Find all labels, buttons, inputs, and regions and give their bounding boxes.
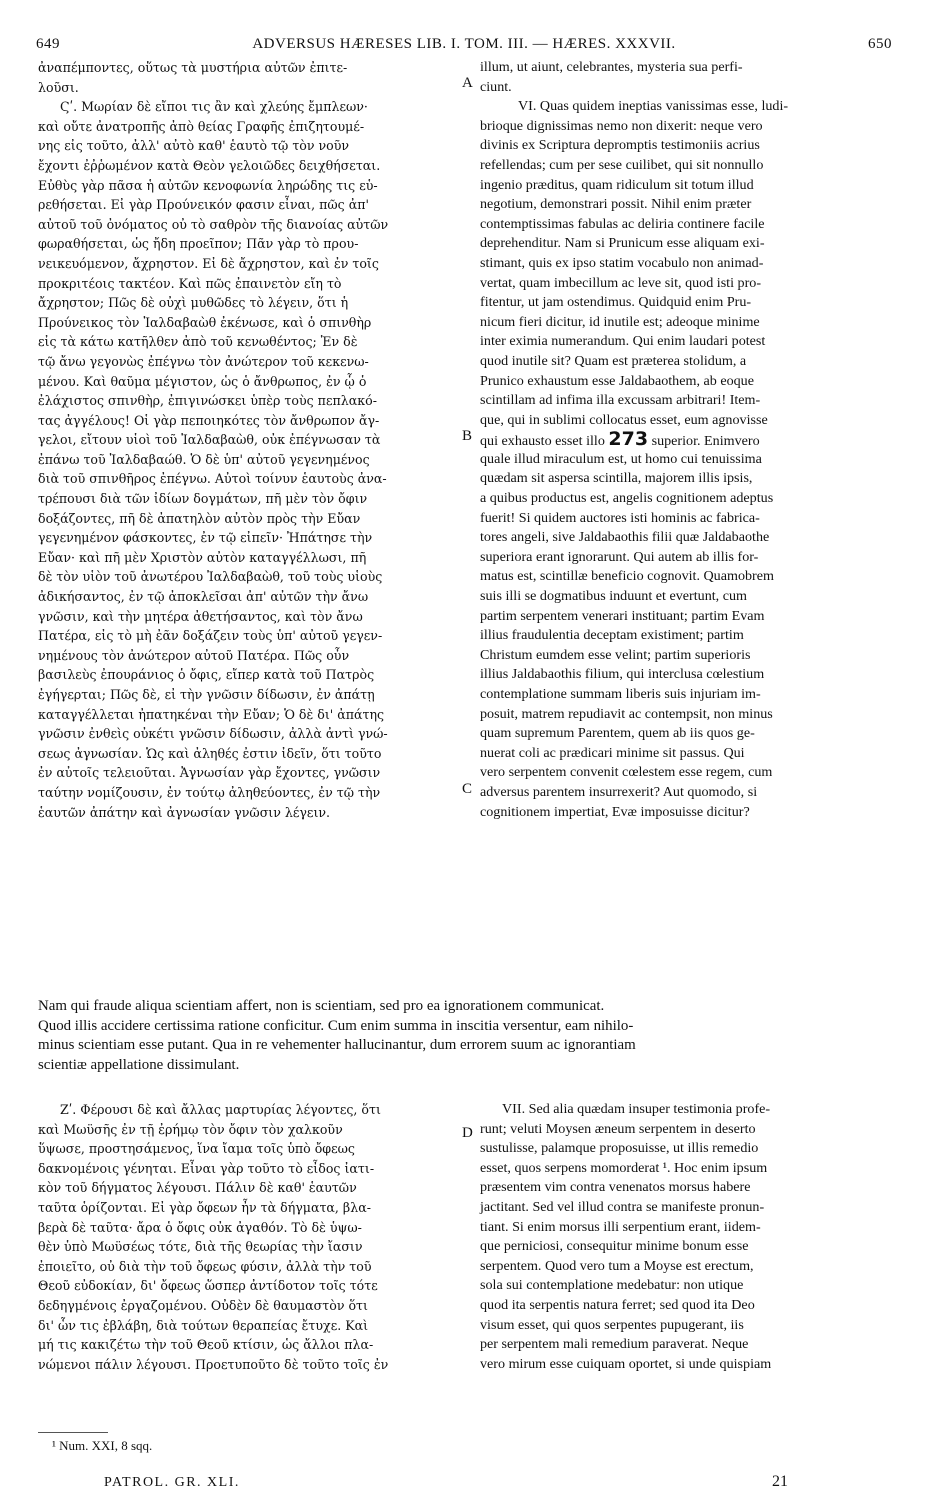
text-line: nuerat coli ac prædicari minime sit passus. Qui — [480, 744, 745, 761]
text-line: VII. Sed alia quædam insuper testimonia profe- — [502, 1101, 771, 1117]
section-marker-d: D — [462, 1125, 473, 1141]
text-line: illius Jaldabaothis filium, qui interclusa cœlestium — [480, 666, 765, 683]
footnote-rule — [38, 1432, 108, 1433]
text-line: Εὐθὺς γὰρ πᾶσα ἡ αὐτῶν κενοφωνία ληρώδης τις εὑ- — [38, 177, 378, 193]
footer-sheet-number: 21 — [772, 1473, 788, 1490]
text-line: γνῶσιν, καὶ τὴν μητέρα ἀθετήσαντος, καὶ τὸν ἄνω — [38, 608, 363, 624]
text-line: ταύτην νομίζουσιν, ἐν τούτῳ ἀληθεύοντες, ἐν τῷ τὴν — [38, 784, 381, 800]
text-line: ἐν αὐτοῖς τελειοῦται. Ἀγνωσίαν γὰρ ἔχοντες, γνῶσιν — [38, 765, 381, 781]
latin-full-width-paragraph — [38, 997, 892, 1075]
text-line: tores angeli, sive Jaldabaothis filii quæ Jaldabaothe — [480, 529, 770, 546]
text-line: ἐλάχιστος σπινθὴρ, ἐπιγινώσκει ὑπὲρ τοὺς πεπλακό- — [38, 393, 377, 409]
text-line: per serpentem mali remedium paraverat. Neque — [480, 1336, 749, 1353]
text-line: brioque dignissimas nemo non dixerit: neque vero — [480, 117, 763, 134]
text-line: jactitant. Sed vel illud contra se manifeste pronun- — [480, 1198, 765, 1215]
text-line: serpentem. Quod vero tum a Moyse est erectum, — [480, 1257, 754, 1274]
text-line: Εὔαν· καὶ πῆ μὲν Χριστὸν αὐτὸν καταγγέλλωσι, πῆ — [38, 549, 367, 565]
text-line: quædam sit aspersa scintilla, majorem illis ipsis, — [480, 470, 753, 487]
text-line: a quibus productus est, angelis cognitionem adeptus — [480, 490, 774, 507]
page-number-right: 650 — [868, 36, 892, 52]
text-line: Nam qui fraude aliqua scientiam affert, non is scientiam, sed pro ea ignorationem communicat. — [38, 998, 605, 1014]
text-line: Prunico exhaustum esse Jaldabaothem, ab eoque — [480, 372, 754, 389]
text-line: posuit, matrem repudiavit ac contempsit, non minus — [480, 705, 773, 722]
section-marker-c: C — [462, 781, 473, 797]
text-line: scintillam ad infima illa excussam arbitrari! Item- — [480, 392, 761, 409]
text-line: ταῦτα ὁρίζονται. Εἰ γὰρ ὄφεων ἦν τὰ δήγματα, βλα- — [38, 1199, 371, 1215]
text-line: vertat, quam imbecillum ac leve sit, quod isti pro- — [480, 274, 762, 291]
text-line: δι' ὧν τις ἐβλάβη, διὰ τούτων θεραπείας ἔτυχε. Καὶ — [38, 1317, 369, 1333]
text-line: superiora erant ignorarunt. Qui autem ab illis for- — [480, 548, 759, 565]
text-line: Quod illis accidere certissima ratione conficitur. Cum enim summa in inscitia versentur, eam nihilo- — [38, 1017, 634, 1034]
text-line: contemptissimas fabulas ac deliria continere facile — [480, 215, 765, 232]
text-line: προκριτέοις τακτέον. Καὶ πῶς ἐπαινετὸν εἴη τὸ — [38, 275, 342, 291]
text-line: δεδηγμένοις ἐργαζομένου. Οὐδὲν δὲ θαυμαστὸν ὅτι — [38, 1297, 368, 1313]
text-line: divinis ex Scriptura depromptis testimoniis acrius — [480, 137, 760, 154]
text-line: βερὰ δὲ ταῦτα· ἄρα ὁ ὄφις οὐκ ἀγαθόν. Τὸ δὲ ὑψω- — [38, 1219, 362, 1235]
text-line: sustulisse, palamque proposuisse, ut illis remedio — [480, 1140, 759, 1157]
text-line: δοξάζοντες, πῆ δὲ ἀπατηλὸν αὐτὸν πρὸς τὴν Εὔαν — [38, 510, 361, 526]
text-line: λοῦσι. — [38, 79, 79, 95]
text-line: matus est, scintillæ beneficio cognovit. Quamobrem — [480, 568, 774, 585]
text-line: σεως ἀγνωσίαν. Ὡς καὶ ἀληθές ἐστιν ἰδεῖν, ὅτι τοῦτο — [38, 745, 382, 761]
text-line: Προύνεικος τὸν Ἰαλδαβαὼθ ἐκένωσε, καὶ ὁ σπινθὴρ — [38, 314, 372, 330]
text-line: quam supremum Parentem, quem ab iis quos ge- — [480, 725, 755, 742]
text-line: φωραθήσεται, ὡς ἤδη προεῖπον; Πᾶν γὰρ τὸ πρου- — [38, 236, 359, 252]
text-line: quale illud miraculum est, ut homo cui tenuissima — [480, 450, 762, 467]
text-line: ἑαυτῶν ἀπάτην καὶ ἀγνωσίαν γνῶσιν λέγειν. — [38, 804, 331, 820]
text-line: esset, quos serpens momorderat ¹. Hoc enim ipsum — [480, 1159, 768, 1176]
text-line: ἐποιεῖτο, οὐ διὰ τὴν τοῦ ὄφεως φύσιν, ἀλλὰ τὴν τοῦ — [38, 1258, 372, 1274]
text-line: τας ἀγγέλους! Οἱ γὰρ πεποιηκότες τὸν ἄνθρωπον ἄγ- — [38, 412, 380, 428]
section-marker-b: B — [462, 428, 473, 444]
text-line: ἀναπέμποντες, οὕτως τὰ μυστήρια αὐτῶν ἐπιτε- — [38, 60, 348, 75]
text-line: θὲν ὑπὸ Μωϋσέως τότε, διὰ τῆς θεωρίας τὴν ἴασιν — [38, 1239, 363, 1255]
text-line: ingenio præditus, quam ridiculum sit totum illud — [480, 176, 754, 193]
text-line: τῷ ἄνω γεγονὼς ἐπέγνω τὸν ἀνώτερον τοῦ κεκενω- — [38, 353, 369, 369]
text-line: καὶ οὔτε ἀνατροπῆς ἀπὸ θείας Γραφῆς ἐπιζητουμέ- — [38, 118, 365, 134]
text-line: deprehenditur. Nam si Prunicum esse aliquam exi- — [480, 235, 765, 252]
text-line: Ϛʹ. Μωρίαν δὲ εἴποι τις ἂν καὶ χλεύης ἔμπλεων· — [60, 99, 368, 115]
text-line: vero mirum esse cuiquam oportet, si unde quispiam — [480, 1355, 772, 1372]
text-line: ὕψωσε, προστησάμενος, ἵνα ἴαμα τοῖς ὑπὸ ὄφεως — [38, 1141, 355, 1157]
text-line: runt; veluti Moysen æneum serpentem in deserto — [480, 1120, 756, 1137]
text-line: μή τις κακιζέτω τὴν τοῦ Θεοῦ κτίσιν, ὡς ἄλλοι πλα- — [38, 1337, 374, 1353]
text-segment: superior. Enimvero — [648, 433, 760, 450]
text-line: Πατέρα, εἰς τὸ μὴ ἐᾶν δοξάζειν τοὺς ὑπ' αὐτοῦ γεγεν- — [38, 628, 383, 644]
text-line: εἰς τὰ κάτω κατῆλθεν ἀπὸ τοῦ κενωθέντος; Ἐν δὲ — [38, 334, 358, 350]
text-line: Θεοῦ εὐδοκίαν, δι' ὄφεως ὥσπερ ἀντίδοτον τοῖς τότε — [38, 1278, 378, 1294]
greek-column-bottom — [38, 1100, 458, 1374]
text-line: nicum fieri dicitur, id inutile est; adeoque minime — [480, 313, 760, 330]
text-line: κὸν τοῦ δήγματος λέγουσι. Πάλιν δὲ καθ' ἑαυτῶν — [38, 1180, 357, 1196]
text-line: quod inutile sit? Quam est præterea stolidum, a — [480, 352, 747, 369]
text-line: illius fraudulentia deceptam existiment; partim — [480, 627, 744, 644]
running-header — [36, 36, 892, 58]
text-line: fitentur, ut jam ostendimus. Quidquid enim Pru- — [480, 294, 752, 311]
text-line: refellendas; cum per sese cuilibet, qui sit nonnullo — [480, 156, 764, 173]
text-line: γεγενημένον φάσκοντες, ἐν τῷ εἰπεῖν· Ἠπάτησε τὴν — [38, 530, 373, 546]
text-line: contemplatione summam liberis suis injuriam im- — [480, 686, 761, 702]
text-line: αὐτοῦ τοῦ ὀνόματος οὐ τὸ σαθρὸν τῆς διανοίας αὐτῶν — [38, 216, 389, 232]
greek-column-top — [38, 58, 458, 822]
text-line: νης εἰς τοῦτο, ἀλλ' αὐτὸ καθ' ἑαυτὸ τῷ τὸν νοῦν — [38, 138, 350, 154]
text-line: καὶ Μωϋσῆς ἐν τῇ ἐρήμῳ τὸν ὄφιν τὸν χαλκοῦν — [38, 1121, 343, 1137]
text-line: adversus parentem insurrexerit? Aut quomodo, si — [480, 783, 758, 800]
text-line: negotium, demonstrari possit. Nihil enim præter — [480, 196, 752, 213]
text-line: illum, ut aiunt, celebrantes, mysteria sua perfi- — [480, 59, 743, 75]
text-line: Christum eumdem esse velint; partim superioris — [480, 646, 751, 663]
text-line: minus scientiam esse putant. Qua in re vehementer hallucinantur, dum errorem suum ac ignorantiam — [38, 1037, 636, 1054]
page-break-number: 273 — [608, 428, 649, 451]
text-line: νεικευόμενον, ἄχρηστον. Εἰ δὲ ἄχρηστον, καὶ ἐν τοῖς — [38, 255, 379, 271]
text-line: δὲ τὸν υἱὸν τοῦ ἀνωτέρου Ἰαλδαβαὼθ, τοῦ τοὺς υἱοὺς — [38, 569, 383, 585]
text-line: tiant. Si enim morsus illi serpentium erant, iidem- — [480, 1218, 761, 1235]
text-line: suis illi se dogmatibus induunt et evertunt, cum — [480, 588, 747, 605]
text-line: νώμενοι πάλιν λέγουσι. Προετυποῦτο δὲ τοῦτο τοῖς ἐν — [38, 1356, 389, 1372]
text-segment: qui exhausto esset illo — [480, 433, 609, 450]
text-line: visum esset, qui quos serpentes pupugerant, iis — [480, 1316, 744, 1333]
text-line: δακνομένοις γένηται. Εἶναι γὰρ τοῦτο τὸ εἶδος ἰατι- — [38, 1160, 375, 1176]
text-line: γνῶσιν ἐνθεὶς οὐκέτι γνῶσιν δίδωσιν, ἀλλὰ ἀντὶ γνώ- — [38, 726, 388, 742]
text-line: ἄχρηστον; Πῶς δὲ οὐχὶ μυθῶδες τὸ λέγειν, ὅτι ἡ — [38, 295, 349, 311]
footnote: ¹ Num. XXI, 8 sqq. — [52, 1438, 153, 1453]
latin-column-bottom — [480, 1100, 892, 1374]
text-line: καταγγέλλεται ἠπατηκέναι τὴν Εὔαν; Ὁ δὲ δι' ἀπάτης — [38, 706, 385, 722]
text-line: stimant, quis ex ipso statim vocabulo non animad- — [480, 254, 764, 271]
text-line: ciunt. — [480, 78, 512, 95]
text-line: ρεθήσεται. Εἰ γὰρ Προύνεικόν φασιν εἶναι, πῶς ἀπ' — [38, 197, 369, 213]
text-line: Ζʹ. Φέρουσι δὲ καὶ ἄλλας μαρτυρίας λέγοντες, ὅτι — [60, 1102, 381, 1117]
footer-series: PATROL. GR. XLI. — [104, 1475, 240, 1490]
text-line: ἐπάνω τοῦ Ἰαλδαβαώθ. Ὁ δὲ ὑπ' αὐτοῦ γεγενημένος — [38, 451, 370, 467]
text-line: διὰ τοῦ σπινθῆρος ἐπέγνω. Αὐτοὶ τοίνυν ἑαυτοὺς ἀνα- — [38, 471, 387, 487]
text-line: inter eximia numerandum. Qui enim laudari potest — [480, 333, 766, 350]
text-line: μένου. Καὶ θαῦμα μέγιστον, ὡς ὁ ἄνθρωπος, ἐν ᾧ ὁ — [38, 373, 367, 389]
section-marker-a: A — [462, 75, 473, 91]
page-number-left: 649 — [36, 36, 60, 52]
text-line: νημένους τὸν ἀνώτερον αὐτοῦ Πατέρα. Πῶς οὖν — [38, 647, 350, 663]
text-line: βασιλεὺς ἐπουράνιος ὁ ὄφις, εἴπερ κατὰ τοῦ Πατρὸς — [38, 667, 375, 683]
text-line: partim serpentem venerari instituant; partim Evam — [480, 607, 765, 624]
text-line: ἔχοντι ἐῤῥωμένον κατὰ Θεὸν γελοιῶδες δειχθήσεται. — [38, 157, 381, 173]
text-line: ἐγήγερται; Πῶς δὲ, εἰ τὴν γνῶσιν δίδωσιν, ἐν ἀπάτῃ — [38, 687, 375, 702]
text-line: ἀδικήσαντος, ἐν τῷ ἀποκλεῖσαι ἀπ' αὐτῶν τὴν ἄνω — [38, 589, 369, 605]
running-title: ADVERSUS HÆRESES LIB. I. TOM. III. — HÆRES. XXXVII. — [252, 36, 676, 52]
text-line — [480, 430, 892, 450]
text-line: que, qui in sublimi collocatus esset, eum agnovisse — [480, 411, 768, 428]
text-line: que perniciosi, consequitur minime bonum esse — [480, 1238, 749, 1255]
text-line: præsentem vim contra venenatos morsus habere — [480, 1179, 751, 1196]
text-line: sola sui contemplatione medebatur: non utique — [480, 1277, 744, 1294]
text-line: vero serpentem convenit cœlestem esse regem, cum — [480, 764, 773, 781]
text-line: quod ita serpentis natura ferret; sed quod ita Deo — [480, 1296, 755, 1313]
text-line: VI. Quas quidem ineptias vanissimas esse, ludi- — [518, 98, 789, 115]
text-line: fuerit! Si quidem auctores isti hominis ac fabrica- — [480, 509, 760, 526]
text-line: τρέπουσι διὰ τῶν ἰδίων δογμάτων, πῆ μὲν τὸν ὄφιν — [38, 491, 368, 507]
text-line: cognitionem impertiat, Evæ imposuisse dicitur? — [480, 803, 750, 820]
latin-column-top — [480, 58, 892, 822]
text-line: γελοι, εἴτουν υἱοὶ τοῦ Ἰαλδαβαὼθ, οὐκ ἐπέγνωσαν τὰ — [38, 432, 381, 448]
text-line: scientiæ appellatione dissimulant. — [38, 1056, 240, 1073]
